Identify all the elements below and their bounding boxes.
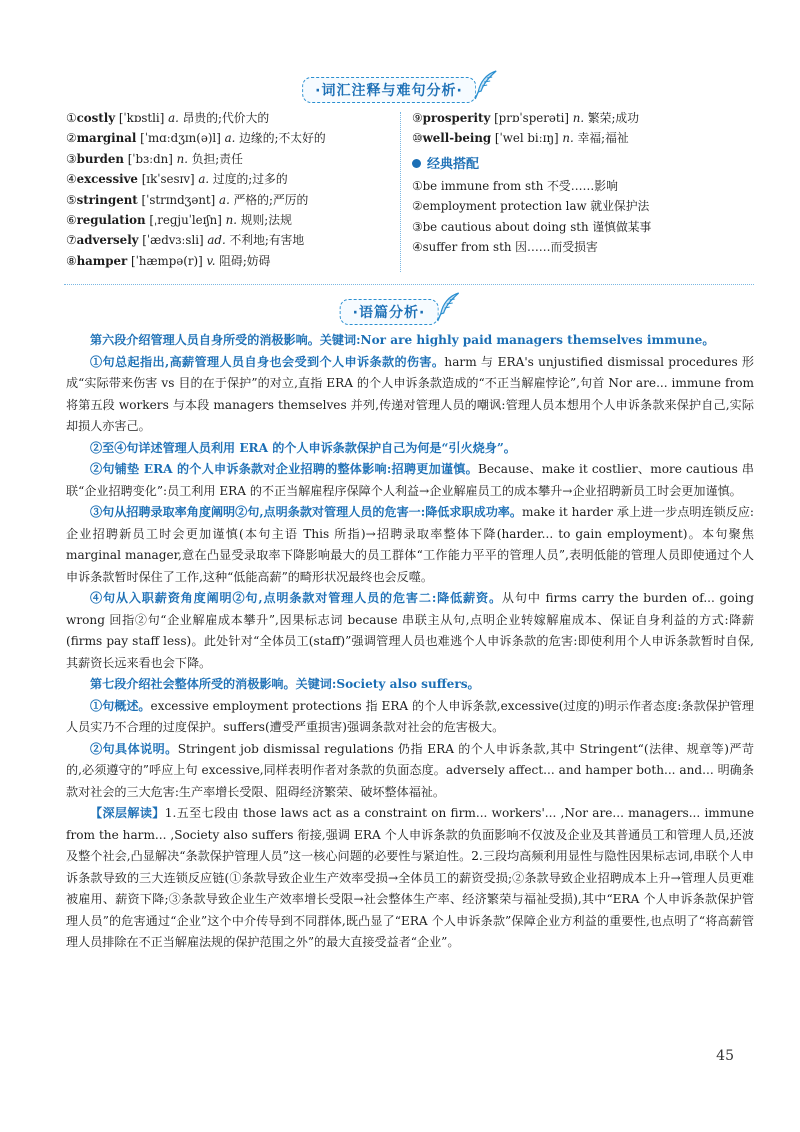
analysis-paragraph: ②句铺垫 ERA 的个人申诉条款对企业招聘的整体影响:招聘更加谨慎。Because、make it costlier、more cautious 串联“企业招聘变化”:员工利用 ERA 的不正当解雇程序保障个人利益→企业解雇员工的成本攀升→企业招聘新员工时会更加谨慎。 [66, 462, 754, 498]
vocab-list-right [412, 108, 752, 257]
vocab-item: ③burden [ˈbɜːdn] n. 负担;责任 [66, 151, 243, 166]
vocab-item: ⑥regulation [ˌreɡjuˈleɪʃn] n. 规则;法规 [66, 213, 292, 228]
paragraph-seven-intro: 第七段介绍社会整体所受的消极影响。关键词:Society also suffers。 [90, 677, 480, 691]
collocation-item: ②employment protection law 就业保护法 [412, 199, 650, 214]
vocab-item: ②marginal [ˈmɑːdʒɪn(ə)l] a. 边缘的;不太好的 [66, 131, 326, 146]
page-number: 45 [716, 1048, 734, 1064]
analysis-paragraph: ③句从招聘录取率角度阐明②句,点明条款对管理人员的危害一:降低求职成功率。make it harder 承上进一步点明连锁反应:企业招聘新员工时会更加谨慎(本句主语 This 所指)→招聘录取率整体下降(harder... to gain employment)。本句聚焦 marginal manager,意在凸显受录取率下降影响最大的员工群体“工作能力平平的管理人员”,表明低能的管理人员即使通过个人申诉条款暂时保住了工作,这种“低能高薪”的畸形状况最终也会反噬。 [66, 505, 754, 584]
analysis-paragraph: ②句具体说明。Stringent job dismissal regulations 仍指 ERA 的个人申诉条款,其中 Stringent“(法律、规章等)严苛的,必须遵守的”呼应上句 excessive,同样表明作者对条款的负面态度。adversely affect... and hamper both... and... 明确条款对社会的三大危害:生产率增长受限、阻碍经济繁荣、破坏整体福祉。 [66, 741, 754, 799]
collocations-title: 经典搭配 [412, 154, 752, 176]
analysis-body [66, 330, 754, 954]
vocab-section-header [302, 77, 498, 103]
vocab-list-left [66, 108, 396, 271]
analysis-paragraph: ④句从入职薪资角度阐明②句,点明条款对管理人员的危害二:降低薪资。从句中 firms carry the burden of... going wrong 回指②句“企业解雇成本攀升”,因果标志词 because 串联主从句,点明企业转嫁解雇成本、保证自身利益的方式:降薪(firms pay staff less)。此处针对“全体员工(staff)”强调管理人员也难逃个人申诉条款的危害:即使利用个人申诉条款暂时自保,其薪资长远来看也会下降。 [66, 591, 754, 670]
vocab-item: ⑤stringent [ˈstrɪndʒənt] a. 严格的;严厉的 [66, 192, 309, 207]
vocab-section-title: ·词汇注释与难句分析· [302, 77, 476, 103]
column-divider [400, 112, 401, 272]
analysis-section-title: ·语篇分析· [340, 299, 439, 325]
analysis-paragraph: ①句概述。excessive employment protections 指 ERA 的个人申诉条款,excessive(过度的)明示作者态度:条款保护管理人员实乃不合理的过度保护。suffers(遭受严重损害)强调条款对社会的危害极大。 [66, 698, 754, 734]
quill-pen-icon [472, 70, 498, 100]
collocation-item: ③be cautious about doing sth 谨慎做某事 [412, 219, 652, 234]
analysis-paragraph: ①句总起指出,高薪管理人员自身也会受到个人申诉条款的伤害。harm 与 ERA's unjustified dismissal procedures 形成“实际带来伤害 vs 目的在于保护”的对立,直指 ERA 的个人申诉条款造成的“不正当解雇悖论”,句首 Nor are... immune from 将第五段 workers 与本段 managers themselves 并列,传递对管理人员的嘲讽:管理人员本想用个人申诉条款来保护自己,实际却损人亦害己。 [66, 354, 754, 433]
vocab-item: ⑧hamper [ˈhæmpə(r)] v. 阻碍;妨碍 [66, 253, 271, 268]
paragraph-six-intro: 第六段介绍管理人员自身所受的消极影响。关键词:Nor are highly paid managers themselves immune。 [90, 333, 715, 347]
analysis-subheading: ②至④句详述管理人员利用 ERA 的个人申诉条款保护自己为何是“引火烧身”。 [90, 440, 516, 455]
deep-interpretation: 【深层解读】1.五至七段由 those laws act as a constraint on firm... workers'... ,Nor are... managers... immune from the harm... ,Society also suffers 衔接,强调 ERA 个人申诉条款的负面影响不仅波及企业及其普通员工和管理人员,还波及整个社会,凸显解决“条款保护管理人员”这一核心问题的必要性与紧迫性。2.三段均高频利用显性与隐性因果标志词,串联个人申诉条款导致的三大连锁反应链(①条款导致企业生产效率受损→全体员工的薪资受损;②条款导致企业招聘成本上升→管理人员更难被雇用、薪资下降;③条款导致企业生产效率增长受限→社会整体生产率、经济繁荣与福祉受损),其中“ERA 个人申诉条款保护管理人员”的危害通过“企业”这个中介传导到不同群体,既凸显了“ERA 个人申诉条款”保障企业方利益的重要性,也点明了“将高薪管理人员排除在不正当解雇法规的保护范围之外”的最大直接受益者“企业”。 [66, 806, 754, 949]
section-divider [64, 284, 754, 285]
vocab-item: ⑨prosperity [prɒˈsperəti] n. 繁荣;成功 [412, 111, 640, 125]
bullet-dot-icon [412, 159, 421, 168]
collocation-item: ④suffer from sth 因……而受损害 [412, 240, 598, 255]
quill-pen-icon [434, 292, 460, 322]
vocab-item: ⑦adversely [ˈædvɜːsli] ad. 不利地;有害地 [66, 233, 305, 248]
vocab-item: ⑩well-being [ˈwel biːɪŋ] n. 幸福;福祉 [412, 131, 629, 146]
collocation-item: ①be immune from sth 不受……影响 [412, 178, 618, 193]
vocab-item: ④excessive [ɪkˈsesɪv] a. 过度的;过多的 [66, 172, 288, 187]
vocab-item: ①costly [ˈkɒstli] a. 昂贵的;代价大的 [66, 111, 270, 125]
analysis-section-header [340, 299, 461, 325]
